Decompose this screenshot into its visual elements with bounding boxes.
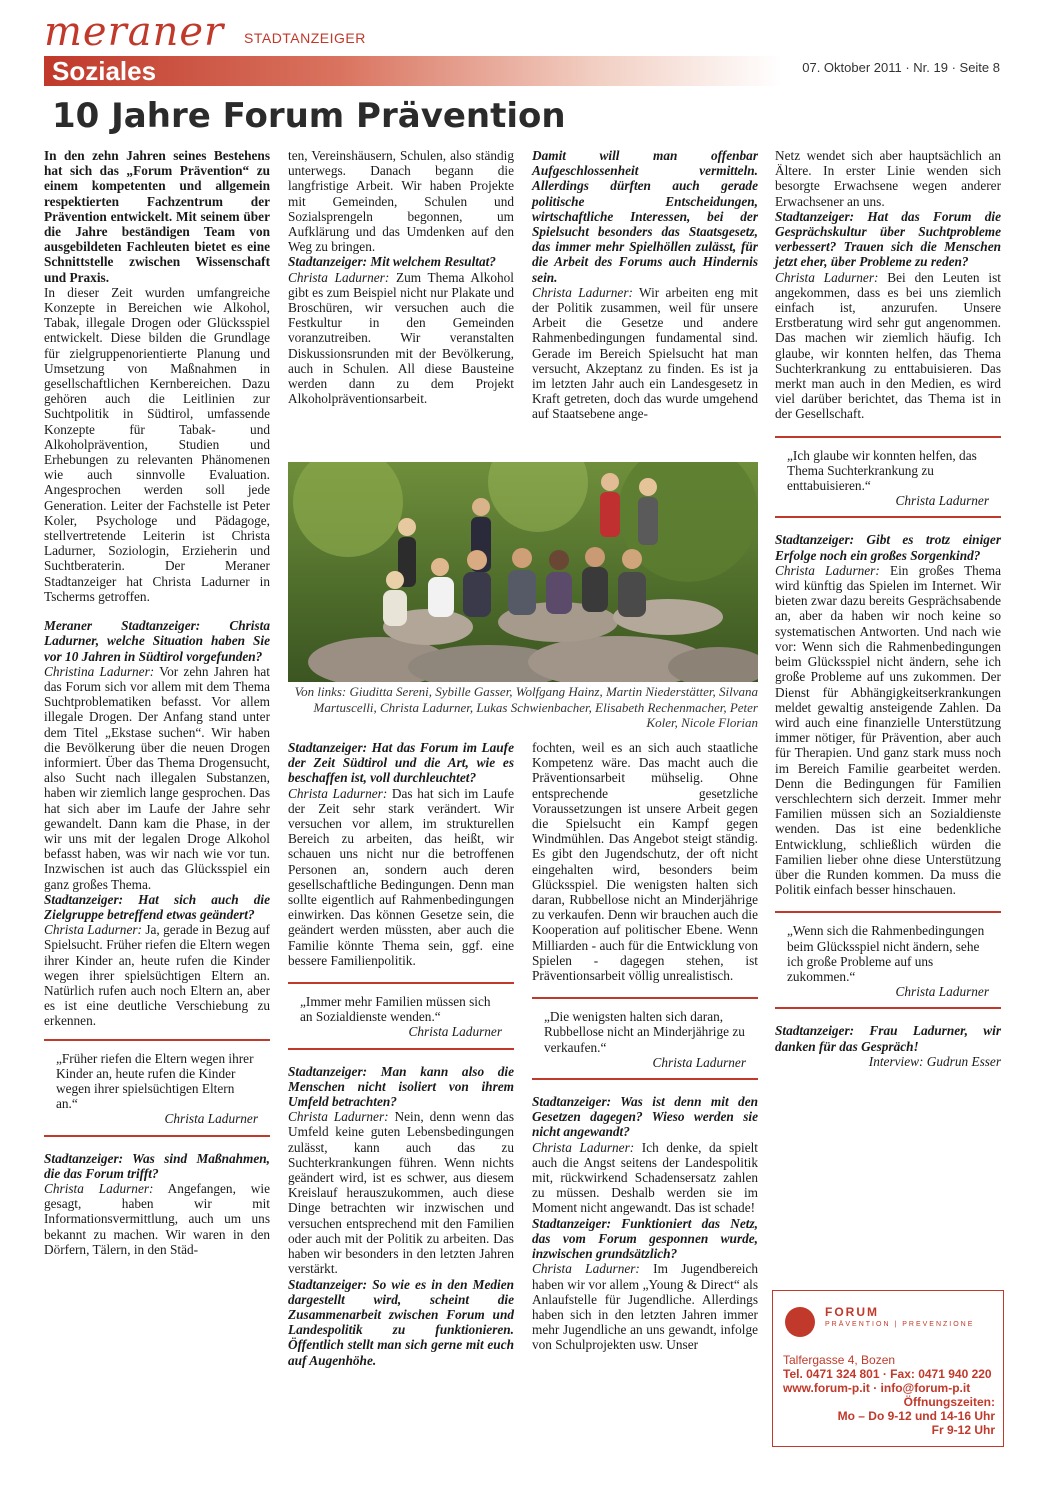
column-3-top — [532, 148, 758, 422]
forum-hours-2: Fr 9-12 Uhr — [931, 1423, 995, 1437]
speaker-name: Christa Ladurner: — [775, 562, 880, 578]
column-2-top — [288, 148, 514, 406]
forum-hours-label: Öffnungszeiten: — [903, 1395, 995, 1409]
forum-subtitle: PRÄVENTION | PREVENZIONE — [825, 1321, 975, 1328]
pull-quote — [532, 997, 758, 1080]
pull-quote-text: „Wenn sich die Rahmenbedingungen beim Glücksspiel nicht ändern, sehe ich große Probleme auf uns zukommen.“ — [787, 923, 985, 984]
pull-quote-text: „Früher riefen die Eltern wegen ihrer Kinder an, heute rufen die Kinder wegen ihrer spielsüchtigen Eltern an.“ — [56, 1050, 254, 1112]
forum-hours-1: Mo – Do 9-12 und 14-16 Uhr — [837, 1409, 995, 1423]
forum-web[interactable]: www.forum-p.it · info@forum-p.it — [783, 1381, 971, 1395]
issue-info: 07. Oktober 2011 · Nr. 19 · Seite 8 — [802, 60, 1000, 75]
photo-caption: Von links: Giuditta Sereni, Sybille Gasser, Wolfgang Hainz, Martin Niederstätter, Silvana Martuscelli, Christa Ladurner, Lukas Schwienbacher, Elisabeth Rechenmacher, Peter Koler, Nicole Florian — [294, 684, 758, 730]
interview-answer: Christa Ladurner: Angefangen, wie gesagt, haben wir mit Informationsvermittlung, auch um uns bekannt zu machen. Wir waren in den Dörfern, Tälern, in den Städ- — [44, 1181, 270, 1257]
interview-answer: Christa Ladurner: Bei den Leuten ist angekommen, dass es bei uns ziemlich einfach ist, anzurufen. Unsere Erstberatung wird sehr gut angenommen. Das machen wir ziemlich häufig. Ich glaube, wir konnten helfen, das Thema Suchterkrankung zu enttabuisieren. Das merkt man auch in den Medien, es wird viel darüber berichtet, das Thema ist in der Gesellschaft. — [775, 269, 1001, 422]
interview-question: Stadtanzeiger: Mit welchem Resultat? — [288, 254, 496, 270]
interview-question: Stadtanzeiger: So wie es in den Medien dargestellt wird, scheint die Zusammenarbeit zwischen Forum und Landespolitik zu funktionieren. Öffentlich stellt man sich gerne mit euch auf Augenhöhe. — [288, 1276, 514, 1368]
speaker-name: Christa Ladurner: — [532, 1261, 640, 1277]
speaker-name: Christa Ladurner: — [532, 1139, 635, 1155]
column-2-bottom — [288, 740, 514, 1368]
interview-question: Stadtanzeiger: Hat sich auch die Zielgruppe betreffend etwas geändert? — [44, 891, 270, 922]
paragraph: fochten, weil es an sich auch staatliche Kompetenz wäre. Das macht auch die Präventionsarbeit mühselig. Ohne entsprechende gesetzliche Voraussetzungen ist unsere Arbeit gegen die Spielsucht ein Kampf gegen Windmühlen. Das Angebot steigt ständig. Es gibt den Jugendschutz, der oft nicht eingehalten wird, besonders beim Glücksspiel. Die wenigsten halten sich daran, Rubbellose nicht an Minderjährige zu verkaufen. Denn wir brauchen auch die Kooperation auf politischer Ebene. Wenn Milliarden - auch für die Entwicklung von Spielen - dagegen stehen, ist Präventionsarbeit völlig unrealistisch. — [532, 740, 758, 984]
pull-quote — [775, 436, 1001, 519]
interview-question: Stadtanzeiger: Gibt es trotz einiger Erfolge noch ein großes Sorgenkind? — [775, 532, 1001, 563]
forum-phone: Tel. 0471 324 801 · Fax: 0471 940 220 — [783, 1367, 992, 1381]
pull-quote-author: Christa Ladurner — [652, 1054, 746, 1070]
interview-question: Stadtanzeiger: Hat das Forum im Laufe der Zeit Südtirol und die Art, wie es beschaffen ist, voll durchleuchtet? — [288, 740, 514, 786]
interview-question: Damit will man offenbar Aufgeschlossenheit vermitteln. Allerdings dürften auch gerade politische Entscheidungen, wirtschaftliche Interessen, bei der Spielsucht besonders das Staatsgesetz, das immer mehr Spielhöllen zulässt, für die Arbeit des Forums auch Hindernis sein. — [532, 148, 758, 285]
speaker-name: Christa Ladurner: — [775, 269, 879, 285]
paragraph: In dieser Zeit wurden umfangreiche Konzepte in Bereichen wie Alkohol, Tabak, illegale Drogen oder Glücksspiel entwickelt. Diese bilden die Grundlage für zielgruppenorientierte Planung und Umsetzung von Maßnahmen in gesellschaftlichen Kernbereichen. Dazu gehören auch die Leitlinien zur Suchtpolitik in Südtirol, umfassende Konzepte für Tabak- und Alkoholprävention, Studien und Erhebungen zu relevanten Phänomenen wie auch sinnvolle Evaluation. Angesprochen werden soll jede Generation. Leiter der Fachstelle ist Peter Koler, Psychologe und Pädagoge, stellvertretende Leiterin ist Christa Ladurner, Soziologin, Erzieherin und Suchtberaterin. Der Meraner Stadtanzeiger hat Christa Ladurner in Tscherms getroffen. — [44, 284, 270, 604]
pull-quote — [775, 911, 1001, 1009]
speaker-name: Christa Ladurner: — [288, 1109, 389, 1125]
forum-name: FORUM — [825, 1305, 879, 1319]
interview-signoff: Interview: Gudrun Esser — [868, 1053, 1001, 1069]
interview-question: Stadtanzeiger: Was ist denn mit den Gesetzen dagegen? Wieso werden sie nicht angewandt? — [532, 1094, 758, 1140]
interview-question: Meraner Stadtanzeiger: Christa Ladurner, welche Situation haben Sie vor 10 Jahren in Südtirol vorgefunden? — [44, 618, 270, 664]
interview-question: Stadtanzeiger: Man kann also die Menschen nicht isoliert von ihrem Umfeld betrachten? — [288, 1063, 514, 1110]
column-4 — [775, 148, 1001, 1069]
masthead-logo: meraner — [44, 9, 225, 55]
article-headline: 10 Jahre Forum Prävention — [52, 96, 566, 136]
pull-quote-author: Christa Ladurner — [164, 1111, 258, 1127]
speaker-name: Christa Ladurner: — [288, 785, 388, 801]
pull-quote-text: „Ich glaube wir konnten helfen, das Thema Suchterkrankung zu enttabuisieren.“ — [787, 447, 977, 494]
forum-contact — [783, 1353, 995, 1437]
pull-quote — [44, 1039, 270, 1137]
section-label: Soziales — [52, 56, 157, 86]
speaker-name: Christa Ladurner: — [288, 269, 390, 285]
interview-answer: Christa Ladurner: Ein großes Thema wird künftig das Spielen im Internet. Wir bieten zwar dazu bereits Gesprächsabende an, aber da haben wir noch keine so systematischen Antworten. Und nach wie vor: Wenn sich die Rahmenbedingungen beim Glücksspiel nicht ändern, sehe ich große Probleme auf uns zukommen. Der Dienst für Abhängigkeitserkrankungen meldet gewaltig ansteigende Zahlen. Da wird auch eine finanzielle Unterstützung immer nötiger, für Prävention, aber auch für Therapien. Und ganz stark muss noch im Bereich Familie gearbeitet werden. Denn die Bedingungen für Familien verschlechtern sich derzeit. Immer mehr Familien müssen sich an Sozialdienste wenden. Das ist eine bedenkliche Entwicklung, schließlich würden die Familien lieber ohne diese Unterstützung über die Runden kommen. Da muss die Politik einfach besser hinschauen. — [775, 562, 1001, 898]
pull-quote-author: Christa Ladurner — [408, 1024, 502, 1040]
pull-quote-text: „Immer mehr Familien müssen sich an Sozialdienste wenden.“ — [300, 994, 491, 1025]
speaker-name: Christina Ladurner: — [44, 663, 155, 679]
forum-logo-icon — [785, 1307, 815, 1337]
interview-answer: Christa Ladurner: Zum Thema Alkohol gibt es zum Beispiel nicht nur Plakate und Broschüren, wir versuchen auch die Festkultur in den Gemeinden voranzutreiben. Wir veranstalten Diskussionsrunden mit der Bevölkerung, auch in Schulen. All diese Bausteine werden dann zu dem Projekt Alkoholpräventionsarbeit. — [288, 269, 514, 407]
interview-question: Stadtanzeiger: Was sind Maßnahmen, die das Forum trifft? — [44, 1150, 270, 1181]
forum-address: Talfergasse 4, Bozen — [783, 1353, 896, 1367]
interview-question: Stadtanzeiger: Hat das Forum die Gesprächskultur über Suchtprobleme verbessert? Trauen sich die Menschen jetzt eher, über Probleme zu reden? — [775, 208, 1001, 270]
interview-question: Stadtanzeiger: Funktioniert das Netz, das vom Forum gesponnen wurde, inzwischen grundsätzlich? — [532, 1215, 758, 1262]
column-1 — [44, 148, 270, 1257]
interview-answer: Christa Ladurner: Im Jugendbereich haben wir vor allem „Young & Direct“ als Anlaufstelle für Jugendliche. Allerdings haben sich in den letzten Jahren immer mehr Jugendliche an uns gewandt, infolge von Schulprojekten usw. Unser — [532, 1261, 758, 1353]
pull-quote-author: Christa Ladurner — [895, 493, 989, 509]
speaker-name: Christa Ladurner: — [532, 284, 633, 300]
interview-answer: Christa Ladurner: Wir arbeiten eng mit der Politik zusammen, weil für unsere Arbeit die Gesetze und andere Rahmenbedingungen fundamental sind. Gerade im Bereich Spielsucht hat man versucht, Akzeptanz zu finden. Es ist ja im letzten Jahr auch ein Landesgesetz in Kraft getreten, doch das wurde umgehend auf Staatsebene ange- — [532, 284, 758, 422]
interview-answer: Christa Ladurner: Das hat sich im Laufe der Zeit sehr stark verändert. Wir versuchen vor allem, im strukturellen Bereich zu arbeiten, das heißt, wir schauen uns nicht nur die betroffenen Personen an, sondern auch deren gesellschaftliche Bedingungen. Denn man sollte eigentlich auf Rahmenbedingungen einwirken. Das können Gesetze sein, die geändert werden müssten, aber auch die Familie könnte Thema sein, ggf. eine bessere Familienpolitik. — [288, 785, 514, 968]
paragraph: Netz wendet sich aber hauptsächlich an Ältere. In erster Linie wenden sich besorgte Erwachsene wegen anderer Erwachsener an uns. — [775, 148, 1001, 209]
speaker-name: Christa Ladurner: — [44, 1181, 154, 1196]
article-lead: In den zehn Jahren seines Bestehens hat sich das „Forum Prävention“ zu einem kompetenten und allgemein respektierten Fachzentrum der Prävention entwickelt. Mit seinem über die Jahre beständigen Team von ausgebildeten Fachleuten bietet es eine Schnittstelle zwischen Wissenschaft und Praxis. — [44, 148, 270, 285]
forum-info-box — [772, 1290, 1004, 1447]
masthead-subtitle: STADTANZEIGER — [244, 30, 366, 46]
column-3-bottom — [532, 740, 758, 1353]
pull-quote — [288, 982, 514, 1050]
interview-question: Stadtanzeiger: Frau Ladurner, wir danken für das Gespräch! — [775, 1023, 1001, 1054]
interview-answer: Christa Ladurner: Ich denke, da spielt auch die Angst seitens der Landespolitik mit, rückwirkend Schadensersatz zahlen zu müssen. Deshalb werden sie im Moment nicht angewandt. Das ist schade! — [532, 1139, 758, 1216]
team-photo — [288, 462, 758, 682]
interview-answer: Christa Ladurner: Ja, gerade in Bezug auf Spielsucht. Früher riefen die Eltern wegen ihrer Kinder an, heute rufen die Kinder wegen ihrer spielsüchtigen Eltern an. Natürlich rufen auch noch Eltern an, aber es ist eine deutliche Verschiebung zu erkennen. — [44, 922, 270, 1029]
interview-answer: Christina Ladurner: Vor zehn Jahren hat das Forum sich vor allem mit dem Thema Suchtproblematiken befasst. Vor allem illegale Drogen. Der Anfang stand unter dem Titel „Ekstase suchen“. Wir haben die Bevölkerung über die neuen Drogen informiert. Über das Thema Drogensucht, also Sucht nach illegalen Substanzen, haben wir ziemlich lange gesprochen. Das hat sich aber im Laufe der Jahre sehr gewandelt. Dann kam die Phase, in der wir uns mit der legalen Droge Alkohol befasst haben, was wir nach wie vor tun. Inzwischen ist auch das Glücksspiel ein ganz großes Thema. — [44, 663, 270, 892]
pull-quote-author: Christa Ladurner — [895, 984, 989, 1000]
interview-answer: Christa Ladurner: Nein, denn wenn das Umfeld keine guten Lebensbedingungen zulässt, kann auch das zu Suchterkrankungen führen. Wenn nichts geändert wird, ist es schwer, aus diesem Kreislauf herauszukommen, auch diese Dinge betrachten wir inzwischen und versuchen entsprechend mit den Familien oder auch mit der Politik zu arbeiten. Das haben wir besonders in den letzten Jahren verstärkt. — [288, 1109, 514, 1277]
pull-quote-text: „Die wenigsten halten sich daran, Rubbellose nicht an Minderjährige zu verkaufen.“ — [544, 1009, 745, 1055]
speaker-name: Christa Ladurner: — [44, 922, 142, 938]
paragraph: ten, Vereinshäusern, Schulen, also ständig unterwegs. Danach begann die langfristige Arbeit. Wir haben Projekte mit Gemeinden, Schulen und Sozialsprengeln begonnen, um Aufklärung und das Umdenken auf den Weg zu bringen. — [288, 148, 514, 255]
